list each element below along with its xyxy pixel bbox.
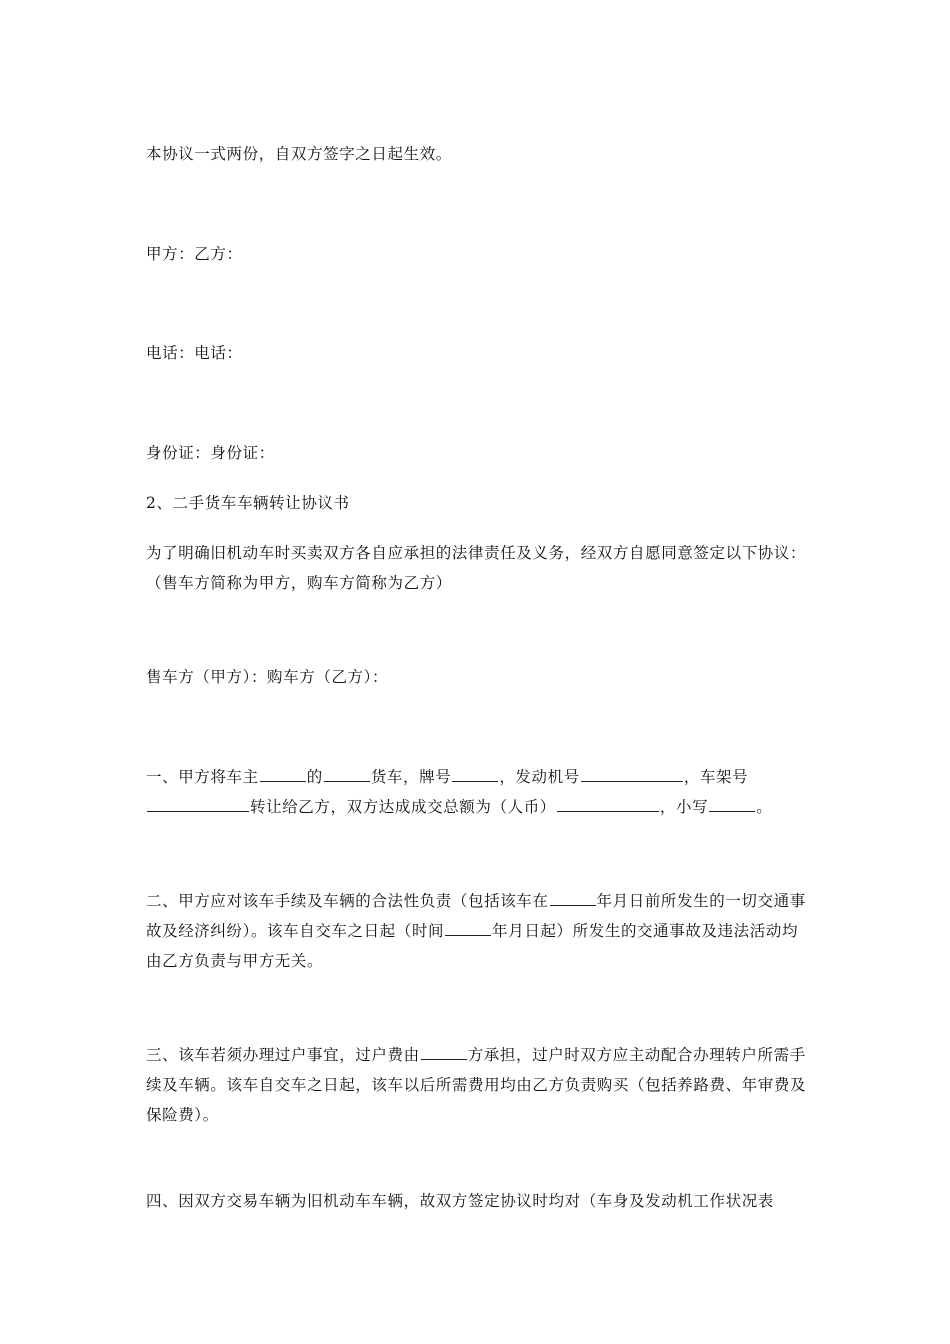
clause-1 (146, 762, 814, 822)
seller-buyer-line: 售车方（甲方）：购车方（乙方）： (146, 668, 389, 686)
blank-field (147, 795, 249, 812)
clause-3-text: 方承担，过户时双方应主动配合办理转户所需手续及车辆。该车自交车之日起，该车以后所需费用均由乙方负责购买（包括养路费、年审费及保险费）。 (146, 1046, 807, 1124)
id-card-line: 身份证：身份证： (146, 444, 275, 462)
clause-1-text: 。 (756, 798, 773, 816)
clause-3-text: 三、该车若须办理过户事宜，过户费由 (146, 1046, 420, 1064)
clause-1-text: 转让给乙方，双方达成成交总额为（人币） (250, 798, 556, 816)
intro-paragraph: 为了明确旧机动车时买卖双方各自应承担的法律责任及义务，经双方自愿同意签定以下协议：（售车方简称为甲方，购车方简称为乙方） (146, 544, 807, 592)
blank-field (324, 765, 370, 782)
clause-1-text: 的 (306, 768, 323, 786)
blank-field (421, 1043, 467, 1060)
blank-field (550, 889, 596, 906)
clause-2-text: 年月日起）所发生的交通事故及违法活动均由乙方负责与甲方无关。 (146, 922, 799, 970)
clause-1-text: ，小写 (659, 798, 709, 816)
blank-field (557, 795, 659, 812)
clause-2-text: 年月日前所发生的一切交通事故及经济纠纷）。该车自交车之日起（时间 (146, 892, 806, 940)
clause-1-text: ，车架号 (683, 768, 749, 786)
party-signature-line: 甲方：乙方： (146, 245, 243, 263)
blank-field (445, 919, 491, 936)
effective-clause: 本协议一式两份，自双方签字之日起生效。 (146, 145, 452, 163)
clause-4: 四、因双方交易车辆为旧机动车车辆，故双方签定协议时均对（车身及发动机工作状况表 (146, 1192, 774, 1210)
clause-1-text: 货车，牌号 (370, 768, 452, 786)
clause-1-text: ，发动机号 (499, 768, 580, 786)
phone-line: 电话：电话： (146, 344, 243, 362)
clause-2 (146, 886, 814, 976)
blank-field (452, 765, 498, 782)
blank-field (581, 765, 683, 782)
clause-3 (146, 1040, 814, 1130)
blank-field (709, 795, 755, 812)
blank-field (260, 765, 306, 782)
clause-1-text: 一、甲方将车主 (146, 768, 259, 786)
section-title: 2、二手货车车辆转让协议书 (146, 494, 350, 512)
clause-2-text: 二、甲方应对该车手续及车辆的合法性负责（包括该车在 (146, 892, 549, 910)
